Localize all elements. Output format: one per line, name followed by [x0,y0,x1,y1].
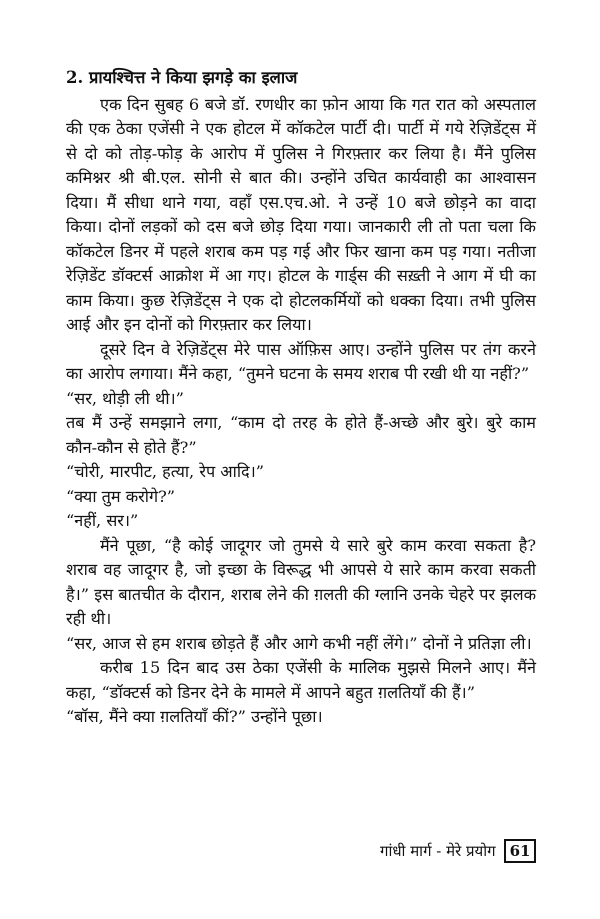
dialogue-line: “नहीं, सर।” [66,511,139,530]
dialogue-line: “चोरी, मारपीट, हत्या, रेप आदि।” [66,462,265,481]
paragraph: “सर, आज से हम शराब छोड़ते हैं और आगे कभी नहीं लेंगे।” दोनों ने प्रतिज्ञा ली। [66,633,532,653]
page-number: 61 [504,839,537,863]
paragraph: दूसरे दिन वे रेज़िडेंट्स मेरे पास ऑफ़िस आए। उन्होंने पुलिस पर तंग करने का आरोप लगाया। मैंने कहा, “तुमने घटना के समय शराब पी रखी थी या नहीं?” [66,339,536,383]
page-footer [380,839,536,863]
section-heading: 2. प्रायश्चित्त ने किया झगड़े का इलाज [66,68,298,87]
paragraph: एक दिन सुबह 6 बजे डॉ. रणधीर का फ़ोन आया कि गत रात को अस्पताल की एक ठेका एजेंसी ने एक होटल में कॉकटेल पार्टी दी। पार्टी में गये रेज़िडेंट्स में से दो को तोड़-फोड़ के आरोप में पुलिस ने गिरफ़्तार कर लिया है। मैंने पुलिस कमिश्नर श्री बी.एल. सोनी से बात की। उन्होंने उचित कार्यवाही का आश्वासन दिया। मैं सीधा थाने गया, वहाँ एस.एच.ओ. ने उन्हें 10 बजे छोड़ने का वादा किया। दोनों लड़कों को दस बजे छोड़ दिया गया। जानकारी ली तो पता चला कि कॉकटेल डिनर में पहले शराब कम पड़ गई और फिर खाना कम पड़ गया। नतीजा रेज़िडेंट डॉक्टर्स आक्रोश में आ गए। होटल के गार्ड्स की सख़्ती ने आग में घी का काम किया। कुछ रेज़िडेंट्स ने एक दो होटलकर्मियों को धक्का दिया। तभी पुलिस आई और इन दोनों को गिरफ़्तार कर लिया। [66,94,536,334]
book-title: गांधी मार्ग - मेरे प्रयोग [380,842,496,860]
paragraph: मैंने पूछा, “है कोई जादूगर जो तुमसे ये सारे बुरे काम करवा सकता है? शराब वह जादूगर है, जो इच्छा के विरूद्ध भी आपसे ये सारे काम करवा सकती है।” इस बातचीत के दौरान, शराब लेने की ग़लती की ग्लानि उनके चेहरे पर झलक रही थी। [66,535,536,628]
page-content [66,66,536,730]
dialogue-line: “सर, थोड़ी ली थी।” [66,388,184,408]
dialogue-line: “बॉस, मैंने क्या ग़लतियाँ कीं?” उन्होंने पूछा। [66,707,323,726]
paragraph: करीब 15 दिन बाद उस ठेका एजेंसी के मालिक मुझसे मिलने आए। मैंने कहा, “डॉक्टर्स को डिनर देने के मामले में आपने बहुत ग़लतियाँ की हैं।” [66,658,536,702]
dialogue-line: “क्या तुम करोगे?” [66,486,176,506]
paragraph: तब मैं उन्हें समझाने लगा, “काम दो तरह के होते हैं-अच्छे और बुरे। बुरे काम कौन-कौन से होते हैं?” [66,413,536,457]
